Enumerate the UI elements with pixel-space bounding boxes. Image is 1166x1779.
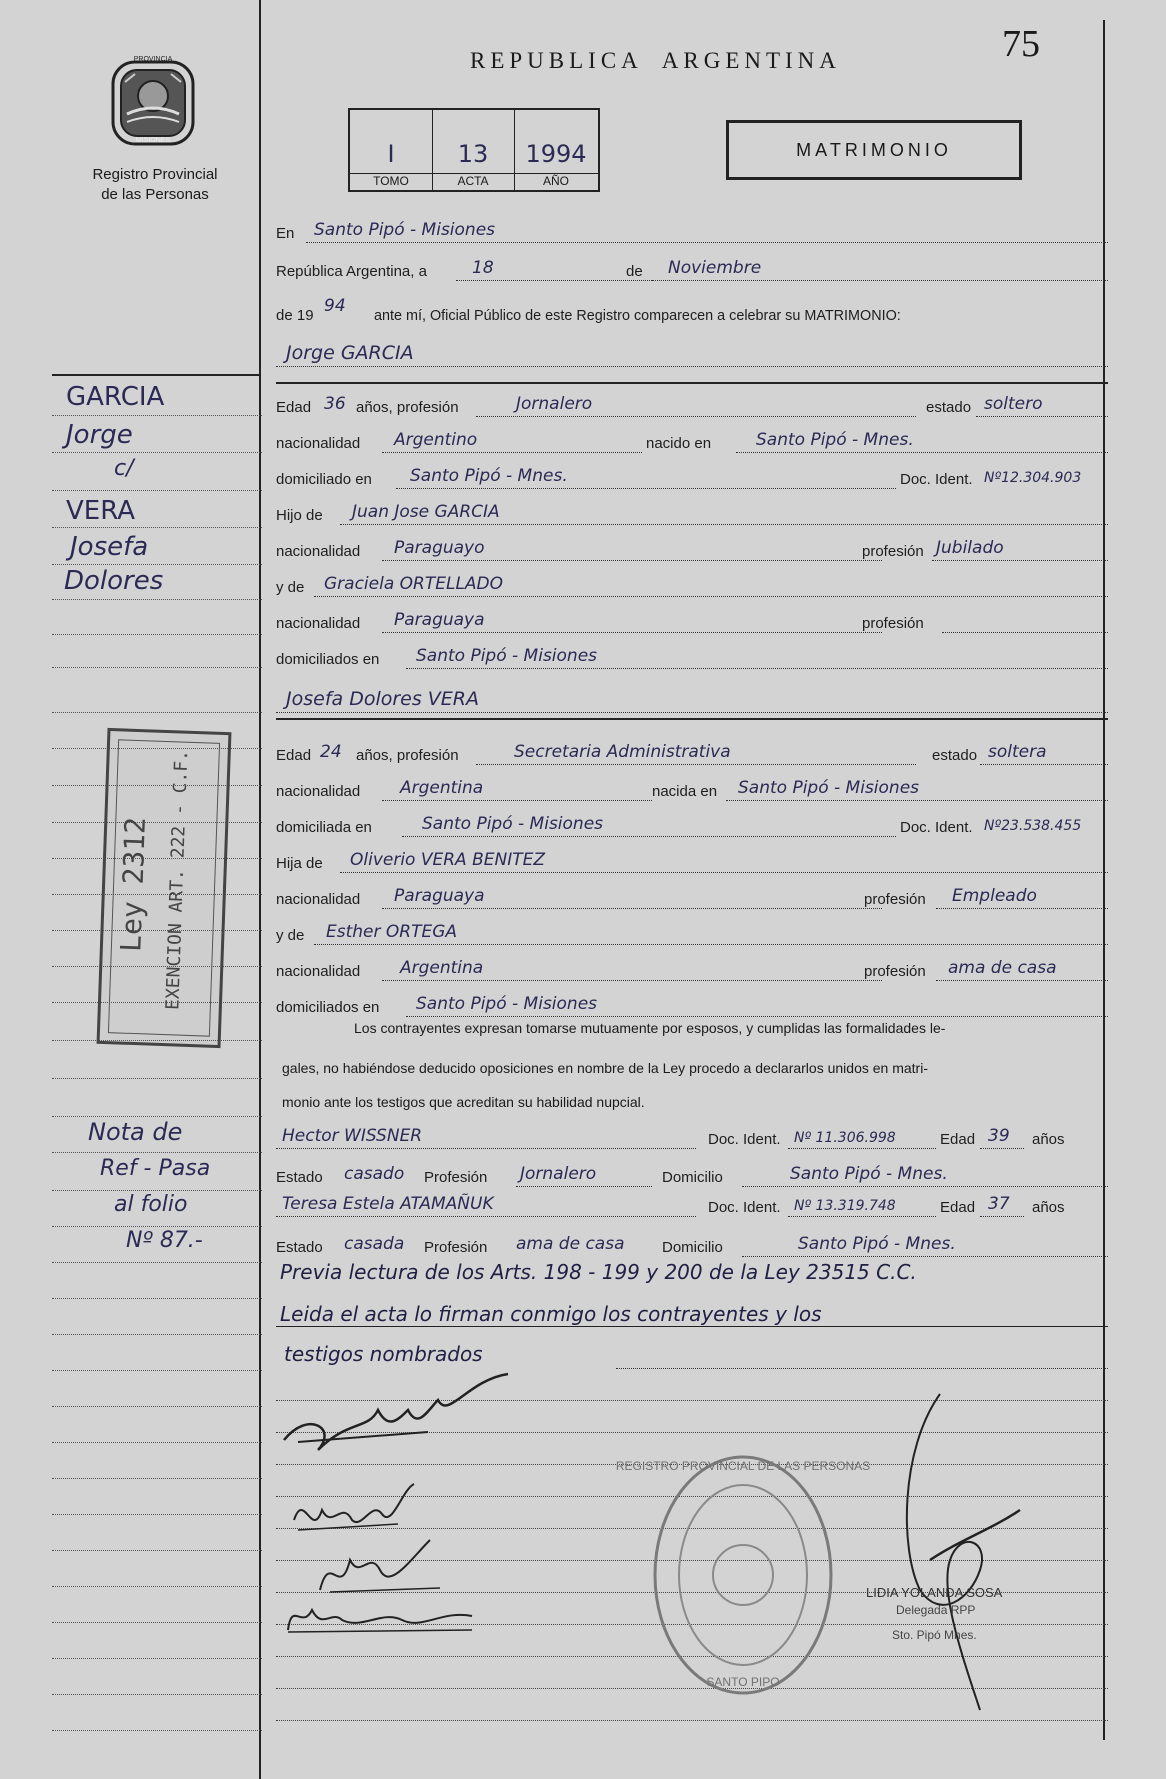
doc-label: Doc. Ident. [900,819,973,836]
folio-number: 75 [1002,23,1040,65]
witness2-domicile: Santo Pipó - Mnes. [798,1234,956,1254]
seal-outer-text: REGISTRO PROVINCIAL DE LAS PERSONAS [615,1459,871,1473]
bride-mother-row [276,914,1108,948]
year-suffix: 94 [324,296,346,316]
hija-label: Hija de [276,855,323,872]
doc-label: Doc. Ident. [708,1199,781,1216]
profesion-label: profesión [864,891,926,908]
y-de-label: y de [276,579,305,596]
place-value: Santo Pipó - Misiones [314,220,496,240]
official-title: Delegada RPP [896,1603,976,1617]
margin-conj: c/ [114,456,134,481]
closing-line-3: testigos nombrados [284,1342,483,1366]
groom-father: Juan Jose GARCIA [352,502,500,522]
domiciliados-label: domiciliados en [276,999,380,1016]
registry-name-2: de las Personas [101,186,209,203]
groom-father-nationality: Paraguayo [394,538,485,558]
closing-line-1: Previa lectura de los Arts. 198 - 199 y 200 de la Ley 23515 C.C. [280,1260,917,1284]
estado-label: estado [926,399,972,416]
bride-mother-profession: ama de casa [948,958,1057,978]
country-title: REPUBLICA ARGENTINA [470,48,841,73]
anos-label: años [1032,1131,1065,1148]
witness2-name: Teresa Estela ATAMAÑUK [282,1194,494,1214]
witness2-doc: Nº 13.319.748 [794,1198,896,1214]
nacido-label: nacido en [646,435,712,452]
witness2-status: casada [344,1234,405,1254]
closing-row-1 [276,1256,1108,1290]
edad-label: Edad [276,399,312,416]
margin-note-4: Nº 87.- [126,1228,203,1253]
closing-row-3 [276,1338,1108,1372]
margin-given-2b: Dolores [64,566,164,596]
acta-value: 13 [457,140,489,168]
intro-date-row [276,250,1108,284]
edad-label: Edad [940,1199,976,1216]
groom-parents-domicile-row [276,638,1108,672]
act-type-box [726,120,1022,180]
tomo-acta-ano-box [348,108,600,192]
groom-domicile-row [276,458,1108,492]
nacionalidad-label: nacionalidad [276,891,361,908]
bride-domicile: Santo Pipó - Misiones [422,814,604,834]
bride-mother-nat-row [276,950,1108,984]
acta-label: ACTA [432,173,514,188]
margin-surname-1: GARCIA [66,382,165,412]
groom-name: Jorge GARCIA [286,342,414,364]
bride-father-row [276,842,1108,876]
witness1-status: casado [344,1164,405,1184]
nacionalidad-label: nacionalidad [276,783,361,800]
nacionalidad-label: nacionalidad [276,543,361,560]
seal-bottom-text: SANTO PIPO [706,1675,780,1689]
nacionalidad-label: nacionalidad [276,435,361,452]
bride-domicile-row [276,806,1108,840]
ano-label: AÑO [514,173,598,188]
day-value: 18 [472,258,494,278]
witness1-doc: Nº 11.306.998 [794,1130,896,1146]
de-label: de [626,263,643,280]
bride-mother-nationality: Argentina [400,958,484,978]
province-emblem [105,52,201,152]
profesion-label: Profesión [424,1169,488,1186]
exemption-article: EXENCION ART. 222 - C.F. [162,749,193,1011]
exemption-law: Ley 2312 [114,816,152,953]
bride-nationality-row [276,770,1108,804]
bride-mother: Esther ORTEGA [326,922,458,942]
bride-status: soltera [988,742,1047,762]
bride-age-row [276,734,1108,768]
margin-note-3: al folio [114,1192,188,1217]
logo-bottom-text: MISIONES [135,137,171,144]
witness1-details-row [276,1156,1108,1190]
bride-nationality: Argentina [400,778,484,798]
declaration-line-1: Los contrayentes expresan tomarse mutuamente por esposos, y cumplidas las formalidades le- [354,1020,946,1036]
nacionalidad-label: nacionalidad [276,615,361,632]
estado-label: Estado [276,1169,323,1186]
anos-profesion-label: años, profesión [356,747,459,764]
official-place: Sto. Pipó Mnes. [892,1628,977,1642]
bride-doc: Nº23.538.455 [984,818,1082,834]
bride-age: 24 [320,742,342,762]
groom-birthplace: Santo Pipó - Mnes. [756,430,914,450]
bride-father-nationality: Paraguaya [394,886,485,906]
groom-status: soltero [984,394,1043,414]
groom-age-row [276,386,1108,420]
bride-father: Oliverio VERA BENITEZ [350,850,545,870]
bride-parents-domicile: Santo Pipó - Misiones [416,994,598,1014]
estado-label: estado [932,747,978,764]
ano-value: 1994 [525,140,587,168]
margin-note-2: Ref - Pasa [100,1156,211,1181]
bride-profession: Secretaria Administrativa [514,742,731,762]
witness1-domicile: Santo Pipó - Mnes. [790,1164,948,1184]
groom-mother-row [276,566,1108,600]
act-type: MATRIMONIO [796,140,952,160]
bride-birthplace: Santo Pipó - Misiones [738,778,920,798]
margin-divider [259,0,261,1779]
witness1-age: 39 [988,1126,1010,1146]
groom-mother-nationality: Paraguaya [394,610,485,630]
profesion-label: profesión [864,963,926,980]
intro-statement: ante mí, Oficial Público de este Registro comparecen a celebrar su MATRIMONIO: [374,308,901,324]
groom-domicile: Santo Pipó - Mnes. [410,466,568,486]
declaration-line-2: gales, no habiéndose deducido oposiciones en nombre de la Ley procedo a declararlos unidos en matri- [282,1060,928,1076]
exemption-stamp [97,728,232,1048]
official-name: LIDIA YOLANDA SOSA [866,1585,1003,1600]
logo-top-text: PROVINCIA [133,56,173,63]
domicilio-label: Domicilio [662,1239,723,1256]
groom-profession: Jornalero [516,394,593,414]
anos-label: años [1032,1199,1065,1216]
nacionalidad-label: nacionalidad [276,963,361,980]
y-de-label: y de [276,927,305,944]
groom-father-nat-row [276,530,1108,564]
groom-name-row [276,336,1108,370]
anos-profesion-label: años, profesión [356,399,459,416]
groom-father-profession: Jubilado [936,538,1004,558]
doc-label: Doc. Ident. [708,1131,781,1148]
tomo-label: TOMO [350,173,432,188]
month-value: Noviembre [668,258,762,278]
doc-label: Doc. Ident. [900,471,973,488]
registry-seal [615,1450,871,1700]
groom-father-row [276,494,1108,528]
domiciliado-label: domiciliado en [276,471,372,488]
bride-parents-domicile-row [276,986,1108,1020]
margin-given-1: Jorge [66,420,133,450]
registry-name-1: Registro Provincial [92,166,218,183]
hijo-label: Hijo de [276,507,323,524]
witness2-signature [282,1590,482,1640]
witness1-profession: Jornalero [520,1164,597,1184]
witness2-age: 37 [988,1194,1010,1214]
margin-surname-2: VERA [66,496,136,526]
nacida-label: nacida en [652,783,718,800]
domiciliada-label: domiciliada en [276,819,372,836]
bride-name-row [276,682,1108,716]
bride-father-nat-row [276,878,1108,912]
closing-line-2: Leida el acta lo firman conmigo los contrayentes y los [280,1302,822,1326]
witness1-row [276,1118,1108,1152]
groom-parents-domicile: Santo Pipó - Misiones [416,646,598,666]
profesion-label: profesión [862,543,924,560]
bride-name: Josefa Dolores VERA [286,688,479,710]
witness2-profession: ama de casa [516,1234,625,1254]
margin-given-2a: Josefa [70,532,149,562]
groom-nationality: Argentino [394,430,478,450]
estado-label: Estado [276,1239,323,1256]
intro-place-row [276,212,1108,246]
groom-signature [278,1370,518,1460]
groom-nationality-row [276,422,1108,456]
domiciliados-label: domiciliados en [276,651,380,668]
edad-label: Edad [940,1131,976,1148]
margin-note-1: Nota de [88,1118,183,1146]
groom-mother: Graciela ORTELLADO [324,574,504,594]
declaration-line-3: monio ante los testigos que acreditan su habilidad nupcial. [282,1094,645,1110]
intro-year-row [276,294,1108,328]
en-label: En [276,225,295,242]
witness2-row [276,1186,1108,1220]
groom-age: 36 [324,394,346,414]
official-signature [880,1390,1040,1720]
groom-doc: Nº12.304.903 [984,470,1082,486]
witness1-name: Hector WISSNER [282,1126,423,1146]
profesion-label: profesión [862,615,924,632]
bride-father-profession: Empleado [952,886,1037,906]
witness2-details-row [276,1226,1108,1260]
year-prefix: de 19 [276,307,314,324]
tomo-value: I [387,140,395,168]
edad-label: Edad [276,747,312,764]
profesion-label: Profesión [424,1239,488,1256]
groom-mother-nat-row [276,602,1108,636]
domicilio-label: Domicilio [662,1169,723,1186]
republica-label: República Argentina, a [276,263,427,280]
